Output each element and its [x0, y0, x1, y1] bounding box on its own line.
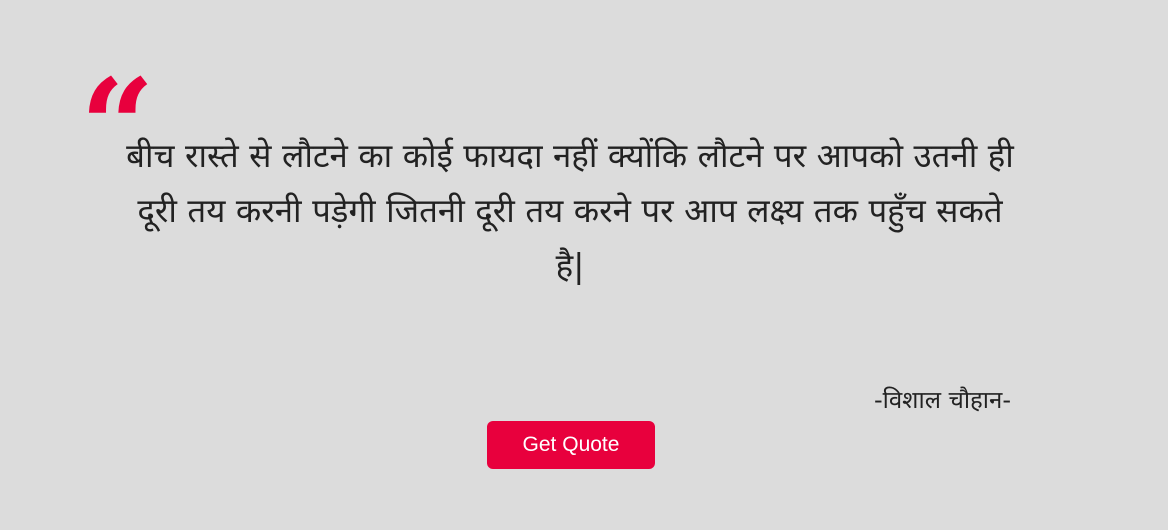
quote-mark-icon: “ — [80, 50, 155, 203]
get-quote-button[interactable]: Get Quote — [487, 421, 655, 469]
quote-author: -विशाल चौहान- — [873, 386, 1011, 414]
quote-text: बीच रास्ते से लौटने का कोई फायदा नहीं क्योंकि लौटने पर आपको उतनी ही दूरी तय करनी पड़ेगी जितनी दूरी तय करने पर आप लक्ष्य तक पहुँच सकते है| — [126, 136, 1014, 285]
